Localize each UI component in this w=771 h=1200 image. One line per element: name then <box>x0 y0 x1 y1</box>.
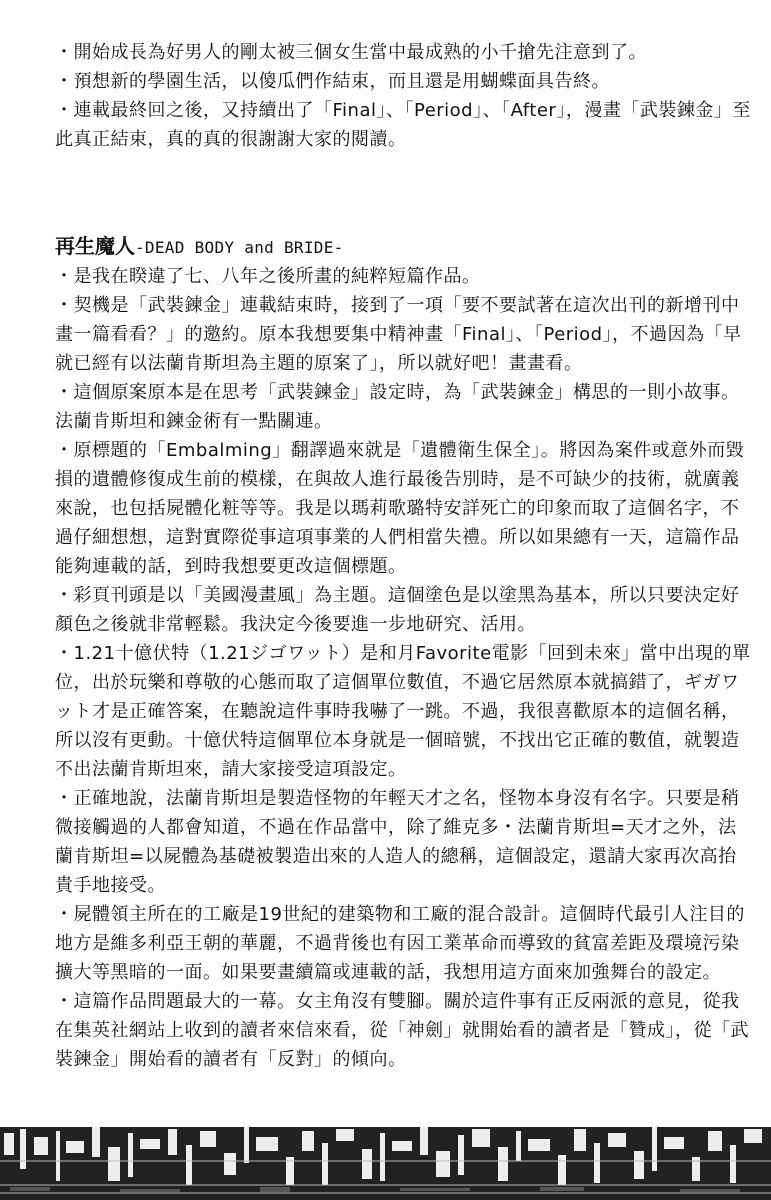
section-heading <box>55 232 755 262</box>
section-title: 再生魔人 <box>55 234 135 258</box>
section-paragraph: ・是我在睽違了七、八年之後所畫的純粹短篇作品。 <box>55 266 481 287</box>
section-paragraph: ・這篇作品問題最大的一幕。女主角沒有雙腳。關於這件事有正反兩派的意見，從我在集英社網站上收到的讀者來信來看，從「神劍」就開始看的讀者是「贊成」，從「武裝鍊金」開始看的讀者有「反對」的傾向。 <box>55 991 749 1070</box>
section-rebirth <box>55 232 755 1074</box>
footer-art-pattern <box>0 1127 771 1200</box>
note-paragraph: ・連載最終回之後，又持續出了「Final」、「Period」、「After」，漫畫「武裝鍊金」至此真正結束，真的真的很謝謝大家的閱讀。 <box>55 100 751 150</box>
top-notes <box>55 38 755 154</box>
section-paragraph: ・屍體領主所在的工廠是19世紀的建築物和工廠的混合設計。這個時代最引人注目的地方是維多利亞王朝的華麗，不過背後也有因工業革命而導致的貧富差距及環境污染擴大等黑暗的一面。如果要畫續篇或連載的話，我想用這方面來加強舞台的設定。 <box>55 904 745 983</box>
section-paragraph: ・契機是「武裝鍊金」連載結束時，接到了一項「要不要試著在這次出刊的新增刊中畫一篇看看？」的邀約。原本我想要集中精神畫「Final」、「Period」，不過因為「早就已經有以法蘭肯斯坦為主題的原案了」，所以就好吧！畫畫看。 <box>55 295 742 374</box>
section-paragraph: ・原標題的「Embalming」翻譯過來就是「遺體衛生保全」。將因為案件或意外而毀損的遺體修復成生前的模樣，在與故人進行最後告別時，是不可缺少的技術，就廣義來說，也包括屍體化粧等等。我是以瑪莉歌璐特安詳死亡的印象而取了這個名字，不過仔細想想，這對實際從事這項事業的人們相當失禮。所以如果總有一天，這篇作品能夠連載的話，到時我想要更改這個標題。 <box>55 440 745 577</box>
section-paragraph: ・正確地說，法蘭肯斯坦是製造怪物的年輕天才之名，怪物本身沒有名字。只要是稍微接觸過的人都會知道，不過在作品當中，除了維克多・法蘭肯斯坦=天才之外，法蘭肯斯坦=以屍體為基礎被製造出來的人造人的總稱，這個設定，還請大家再次高抬貴手地接受。 <box>55 788 740 896</box>
section-paragraph: ・1.21十億伏特（1.21ジゴワット）是和月Favorite電影「回到未來」當中出現的單位，出於玩樂和尊敬的心態而取了這個單位數值，不過它居然原本就搞錯了，ギガワット才是正確答案，在聽說這件事時我嚇了一跳。不過，我很喜歡原本的這個名稱，所以沒有更動。十億伏特這個單位本身就是一個暗號，不找出它正確的數值，就製造不出法蘭肯斯坦來，請大家接受這項設定。 <box>55 643 751 780</box>
note-paragraph: ・預想新的學園生活，以傻瓜們作結束，而且還是用蝴蝶面具告終。 <box>55 71 610 92</box>
note-paragraph: ・開始成長為好男人的剛太被三個女生當中最成熟的小千搶先注意到了。 <box>55 42 647 63</box>
section-paragraph: ・彩頁刊頭是以「美國漫畫風」為主題。這個塗色是以塗黑為基本，所以只要決定好顏色之後就非常輕鬆。我決定今後要進一步地研究、活用。 <box>55 585 740 635</box>
section-paragraph: ・這個原案原本是在思考「武裝鍊金」設定時，為「武裝鍊金」構思的一則小故事。法蘭肯斯坦和鍊金術有一點關連。 <box>55 382 740 432</box>
footer-art-band <box>0 1127 771 1200</box>
section-subtitle: -DEAD BODY and BRIDE- <box>135 238 344 257</box>
